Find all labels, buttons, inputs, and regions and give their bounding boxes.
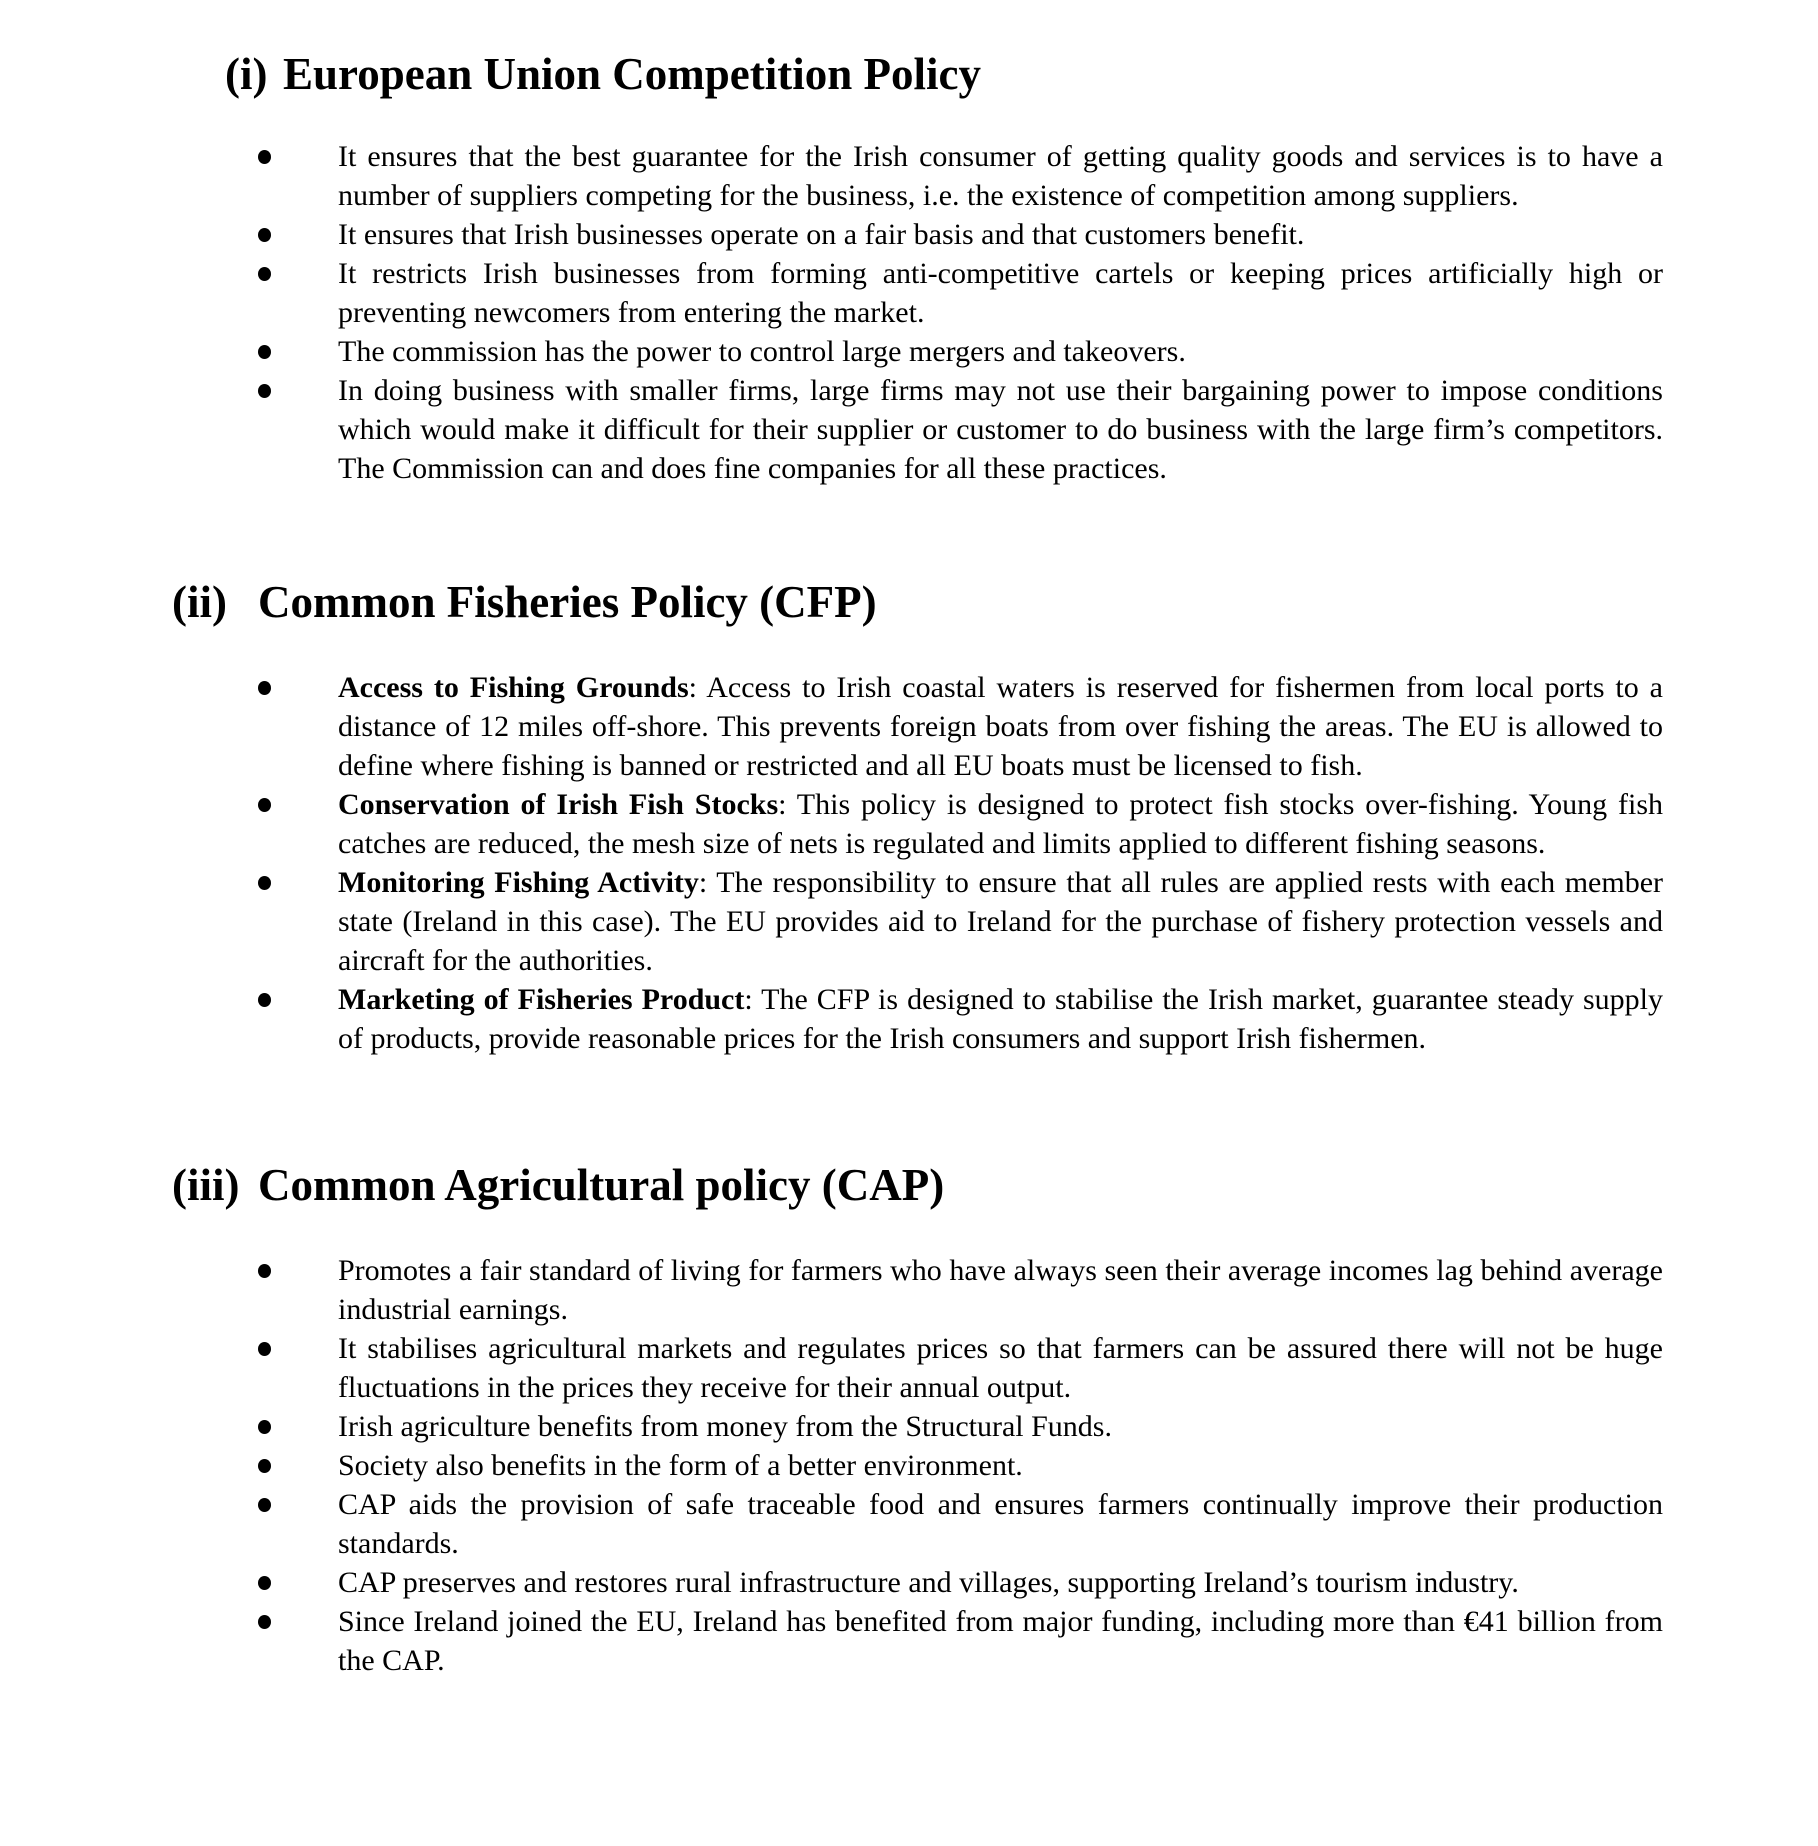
bullet-list xyxy=(0,1251,1818,1680)
bullet-icon xyxy=(258,863,338,980)
bullet-text: In doing business with smaller firms, large firms may not use their bargaining power to impose conditions which would make it difficult for their supplier or customer to do business with the large firm’s competitors. The Commission can and does fine companies for all these practices. xyxy=(338,374,1663,486)
list-item xyxy=(0,254,1818,332)
section-title: Common Agricultural policy (CAP) xyxy=(258,1160,945,1211)
bullet-text: It ensures that the best guarantee for the Irish consumer of getting quality goods and services is to have a number of suppliers competing for the business, i.e. the existence of competition among suppliers. xyxy=(338,140,1663,213)
bullet-icon xyxy=(258,1446,338,1485)
bullet-lead: Marketing of Fisheries Product xyxy=(338,983,745,1017)
bullet-icon xyxy=(258,371,338,488)
bullet-text: CAP preserves and restores rural infrastructure and villages, supporting Ireland’s tourism industry. xyxy=(338,1566,1519,1600)
section-heading xyxy=(0,49,1818,100)
bullet-icon xyxy=(258,1329,338,1407)
bullet-list xyxy=(0,668,1818,1058)
section-heading xyxy=(0,577,1818,628)
list-item xyxy=(0,980,1818,1058)
list-item xyxy=(0,1329,1818,1407)
section-label: (iii) xyxy=(172,1160,240,1211)
list-item xyxy=(0,1407,1818,1446)
bullet-body: : This policy is designed to protect fish stocks over-fishing. Young fish catches are reduced, the mesh size of nets is regulated and limits applied to different fishing seasons. xyxy=(338,788,1664,861)
bullet-icon xyxy=(258,1485,338,1563)
list-item xyxy=(0,1485,1818,1563)
bullet-text: It stabilises agricultural markets and regulates prices so that farmers can be assured there will not be huge fluctuations in the prices they receive for their annual output. xyxy=(338,1332,1663,1405)
bullet-icon xyxy=(258,1407,338,1446)
list-item xyxy=(0,371,1818,488)
section-title: European Union Competition Policy xyxy=(283,49,981,100)
bullet-text xyxy=(338,863,1663,980)
section-heading xyxy=(0,1160,1818,1211)
list-item xyxy=(0,1446,1818,1485)
list-item xyxy=(0,863,1818,980)
list-item xyxy=(0,215,1818,254)
bullet-text xyxy=(338,980,1663,1058)
section-label: (ii) xyxy=(172,577,227,628)
bullet-icon xyxy=(258,980,338,1058)
section-competition-policy xyxy=(0,49,1818,488)
bullet-body: : The CFP is designed to stabilise the Irish market, guarantee steady supply of products, provide reasonable prices for the Irish consumers and support Irish fishermen. xyxy=(338,983,1663,1056)
bullet-text xyxy=(338,668,1663,785)
list-item xyxy=(0,785,1818,863)
bullet-body: : Access to Irish coastal waters is reserved for fishermen from local ports to a distance of 12 miles off-shore. This prevents foreign boats from over fishing the areas. The EU is allowed to define where fishing is banned or restricted and all EU boats must be licensed to fish. xyxy=(338,671,1664,783)
list-item xyxy=(0,1563,1818,1602)
bullet-text: Promotes a fair standard of living for farmers who have always seen their average incomes lag behind average industrial earnings. xyxy=(338,1254,1663,1327)
bullet-icon xyxy=(258,332,338,371)
bullet-list xyxy=(0,137,1818,488)
list-item xyxy=(0,137,1818,215)
bullet-lead: Access to Fishing Grounds xyxy=(338,671,689,705)
bullet-text: It ensures that Irish businesses operate on a fair basis and that customers benefit. xyxy=(338,218,1305,252)
bullet-icon xyxy=(258,785,338,863)
bullet-body: : The responsibility to ensure that all rules are applied rests with each member state (Ireland in this case). The EU provides aid to Ireland for the purchase of fishery protection vessels and aircraft for the authorities. xyxy=(338,866,1663,978)
section-label: (i) xyxy=(225,49,268,100)
bullet-text xyxy=(338,785,1663,863)
bullet-icon xyxy=(258,1251,338,1329)
bullet-lead: Monitoring Fishing Activity xyxy=(338,866,699,900)
section-title: Common Fisheries Policy (CFP) xyxy=(258,577,877,628)
bullet-text: It restricts Irish businesses from forming anti-competitive cartels or keeping prices artificially high or preventing newcomers from entering the market. xyxy=(338,257,1663,330)
section-fisheries-policy xyxy=(0,577,1818,1058)
bullet-icon xyxy=(258,215,338,254)
bullet-text: Since Ireland joined the EU, Ireland has benefited from major funding, including more than €41 billion from the CAP. xyxy=(338,1605,1663,1678)
list-item xyxy=(0,668,1818,785)
bullet-text: CAP aids the provision of safe traceable food and ensures farmers continually improve their production standards. xyxy=(338,1488,1663,1561)
bullet-text: The commission has the power to control large mergers and takeovers. xyxy=(338,335,1186,369)
bullet-text: Society also benefits in the form of a better environment. xyxy=(338,1449,1023,1483)
list-item xyxy=(0,1602,1818,1680)
bullet-icon xyxy=(258,137,338,215)
list-item xyxy=(0,1251,1818,1329)
bullet-icon xyxy=(258,668,338,785)
section-agricultural-policy xyxy=(0,1160,1818,1680)
bullet-text: Irish agriculture benefits from money from the Structural Funds. xyxy=(338,1410,1112,1444)
bullet-icon xyxy=(258,1602,338,1680)
bullet-icon xyxy=(258,1563,338,1602)
bullet-icon xyxy=(258,254,338,332)
list-item xyxy=(0,332,1818,371)
bullet-lead: Conservation of Irish Fish Stocks xyxy=(338,788,779,822)
